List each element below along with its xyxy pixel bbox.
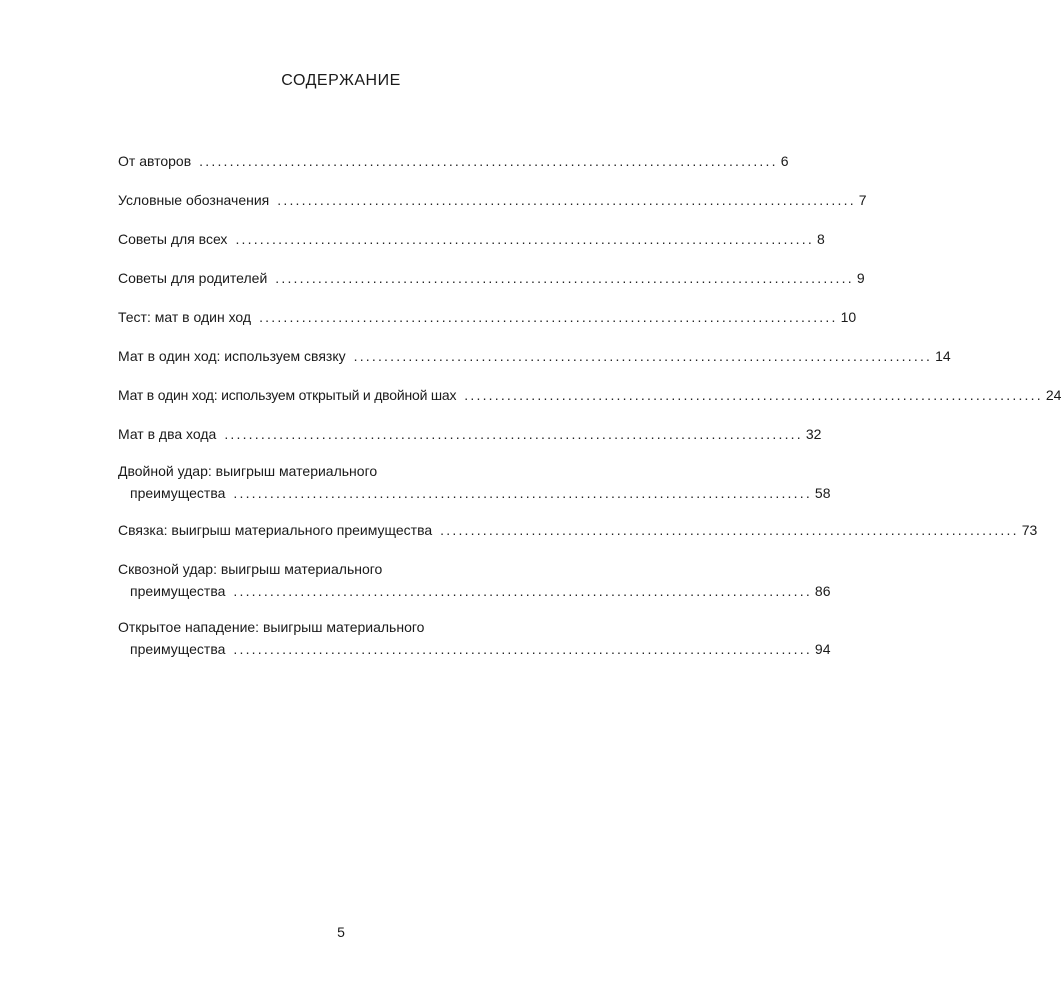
toc-entry-label: Условные обозначения: [118, 192, 270, 208]
toc-entry-label: Советы для всех: [118, 231, 228, 247]
page-title: СОДЕРЖАНИЕ: [281, 72, 401, 89]
toc-entry-page: 14: [935, 348, 951, 364]
toc-entry[interactable]: [118, 460, 831, 504]
leader-dots: ...............................................................................................: [233, 583, 812, 599]
toc-entry[interactable]: [118, 423, 822, 445]
toc-entry[interactable]: [118, 616, 831, 660]
toc-entry-label: Мат в один ход: используем связку: [118, 348, 346, 364]
toc-entry-page: 9: [856, 270, 865, 286]
leader-dots: ...............................................................................................: [224, 426, 803, 442]
toc-entry-label: От авторов: [118, 153, 192, 169]
toc-entry-label: Сквозной удар: выигрыш материального: [118, 561, 383, 577]
leader-dots: ...............................................................................................: [277, 192, 856, 208]
leader-dots: ...............................................................................................: [233, 485, 812, 501]
toc-entry[interactable]: [118, 306, 857, 328]
toc-entry-label: Мат в один ход: используем открытый и двойной шах: [118, 387, 457, 403]
toc-entry-label: Тест: мат в один ход: [118, 309, 252, 325]
toc-entry-page: 10: [840, 309, 857, 325]
toc-entry[interactable]: [118, 519, 1038, 541]
toc-entry[interactable]: [118, 384, 1061, 406]
toc-entry[interactable]: [118, 558, 831, 602]
toc-entry-label: Связка: выигрыш материального преимущества: [118, 522, 433, 538]
toc-entry[interactable]: [118, 267, 865, 289]
toc-entry-label-continued: преимущества: [130, 641, 226, 657]
toc-entry[interactable]: [118, 189, 867, 211]
page-number: 5: [337, 924, 345, 940]
toc-entry-page: 7: [858, 192, 867, 208]
leader-dots: ...............................................................................................: [199, 153, 778, 169]
toc-entry-page: 6: [780, 153, 789, 169]
toc-entry-page: 8: [816, 231, 825, 247]
leader-dots: ...............................................................................................: [259, 309, 838, 325]
toc-entry-page: 94: [814, 641, 831, 657]
toc-entry-page: 24: [1045, 387, 1061, 403]
toc-entry-label-continued: преимущества: [130, 485, 226, 501]
toc-entry-page: 73: [1021, 522, 1038, 538]
toc-entry-label: Открытое нападение: выигрыш материального: [118, 619, 425, 635]
leader-dots: ...............................................................................................: [233, 641, 812, 657]
toc-entry[interactable]: [118, 150, 789, 172]
toc-entry-label: Советы для родителей: [118, 270, 268, 286]
leader-dots: ...............................................................................................: [275, 270, 854, 286]
leader-dots: ...............................................................................................: [353, 348, 933, 364]
toc-entry[interactable]: [118, 228, 825, 250]
leader-dots: ...............................................................................................: [440, 522, 1019, 538]
toc-entry-label: Двойной удар: выигрыш материального: [118, 463, 378, 479]
leader-dots: ...............................................................................................: [235, 231, 814, 247]
toc-entry[interactable]: [118, 345, 951, 367]
toc-entry-page: 58: [814, 485, 831, 501]
leader-dots: ...............................................................................................: [464, 387, 1043, 403]
toc-entry-page: 32: [805, 426, 822, 442]
toc-entry-page: 86: [814, 583, 831, 599]
toc-entry-label: Мат в два хода: [118, 426, 217, 442]
toc-entry-label-continued: преимущества: [130, 583, 226, 599]
